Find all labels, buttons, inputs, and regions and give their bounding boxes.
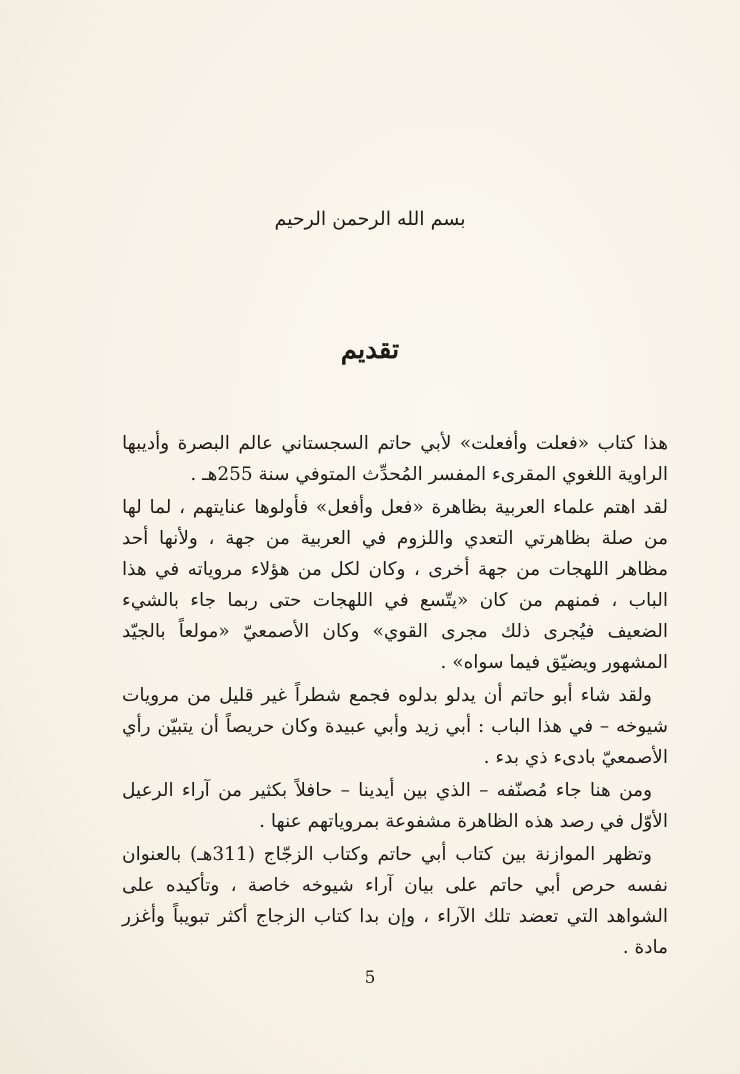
page-title: تقديم [340, 335, 400, 365]
basmala-heading: بسم الله الرحمن الرحيم [274, 208, 466, 230]
paragraph-4: ومن هنا جاء مُصنّفه – الذي بين أيدينا – حافلاً بكثير من آراء الرعيل الأوّل في رصد هذه الظاهرة مشفوعة بمروياتهم عنها . [122, 780, 668, 832]
paragraph-3: ولقد شاء أبو حاتم أن يدلو بدلوه فجمع شطراً غير قليل من مرويات شيوخه – في هذا الباب : أبي زيد وأبي عبيدة وكان حريصاً أن يتبيّن رأي الأصمعيّ بادىء ذي بدء . [122, 685, 668, 768]
body-text [122, 428, 668, 965]
paragraph-1: هذا كتاب «فعلت وأفعلت» لأبي حاتم السجستاني عالم البصرة وأديبها الراوية اللغوي المقرىء المفسر المُحدِّث المتوفي سنة 255هـ . [122, 433, 668, 485]
page-number: 5 [364, 968, 376, 988]
paragraph-5: وتظهر الموازنة بين كتاب أبي حاتم وكتاب الزجّاج (311هـ) بالعنوان نفسه حرص أبي حاتم على بيان آراء شيوخه خاصة ، وتأكيده على الشواهد التي تعضد تلك الآراء ، وإن بدا كتاب الزجاج أكثر تبويباً وأغزر مادة . [122, 844, 668, 958]
paragraph-2: لقد اهتم علماء العربية بظاهرة «فعل وأفعل» فأولوها عنايتهم ، لما لها من صلة بظاهرتي التعدي واللزوم في العربية من جهة ، ولأنها أحد مظاهر اللهجات من جهة أخرى ، وكان لكل من هؤلاء مروياته في هذا الباب ، فمنهم من كان «يتّسع في اللهجات حتى ربما جاء بالشيء الضعيف فيُجرى ذلك مجرى القوي» وكان الأصمعيّ «مولعاً بالجيّد المشهور ويضيّق فيما سواه» . [122, 497, 668, 673]
